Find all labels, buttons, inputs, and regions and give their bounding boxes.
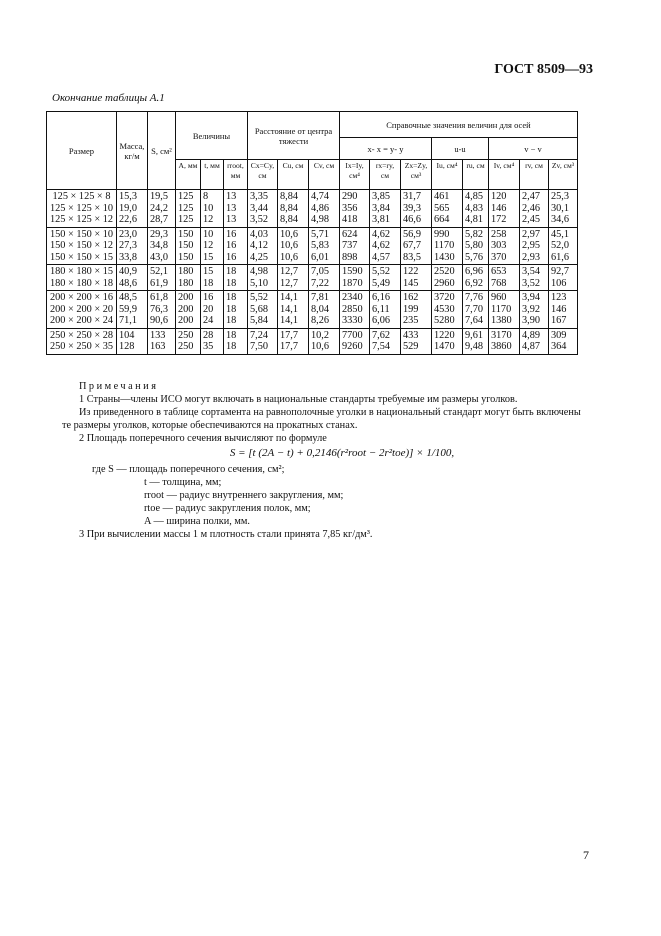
table-cell: 12 <box>201 214 224 227</box>
table-cell: 61,6 <box>549 252 578 265</box>
table-cell: 1170 <box>489 304 520 316</box>
table-cell: 4,74 <box>309 190 340 203</box>
table-cell: 8,84 <box>278 203 309 215</box>
table-cell: 17,7 <box>278 341 309 354</box>
table-cell: 34,6 <box>549 214 578 227</box>
notes-title: Примечания <box>79 381 159 392</box>
table-cell: 162 <box>401 291 432 304</box>
header-iv: Iv, см⁴ <box>489 160 520 190</box>
table-cell: 150 <box>176 227 201 240</box>
table-cell: 16 <box>224 252 248 265</box>
header-size: Размер <box>47 112 117 190</box>
cell-size: 200 × 200 × 16 <box>47 291 117 304</box>
table-cell: 1220 <box>432 328 463 341</box>
header-A: A, мм <box>176 160 201 190</box>
table-cell: 25,3 <box>549 190 578 203</box>
table-cell: 2520 <box>432 265 463 278</box>
table-cell: 5,84 <box>248 315 278 328</box>
table-cell: 3,52 <box>520 278 549 291</box>
table-cell: 12,7 <box>278 278 309 291</box>
table-cell: 364 <box>549 341 578 354</box>
formula-def-a: A — ширина полки, мм. <box>144 516 250 527</box>
table-cell: 16 <box>224 240 248 252</box>
header-values-group: Величины <box>176 112 248 160</box>
table-cell: 250 <box>176 341 201 354</box>
table-cell: 5,80 <box>463 240 489 252</box>
table-row <box>47 291 578 304</box>
table-cell: 83,5 <box>401 252 432 265</box>
table-cell: 664 <box>432 214 463 227</box>
table-cell: 59,9 <box>117 304 148 316</box>
cell-size: 125 × 125 × 12 <box>47 214 117 227</box>
table-cell: 10,6 <box>278 227 309 240</box>
table-cell: 5,76 <box>463 252 489 265</box>
cell-size: 180 × 180 × 18 <box>47 278 117 291</box>
table-cell: 356 <box>340 203 370 215</box>
table-cell: 146 <box>549 304 578 316</box>
cell-size: 125 × 125 × 8 <box>47 190 117 203</box>
table-cell: 48,5 <box>117 291 148 304</box>
table-cell: 125 <box>176 190 201 203</box>
table-cell: 30,1 <box>549 203 578 215</box>
table-cell: 10,2 <box>309 328 340 341</box>
table-cell: 13 <box>224 190 248 203</box>
table-row <box>47 328 578 341</box>
page-number: 7 <box>583 848 589 862</box>
table-cell: 1590 <box>340 265 370 278</box>
table-cell: 5,82 <box>463 227 489 240</box>
table-cell: 56,9 <box>401 227 432 240</box>
table-cell: 5280 <box>432 315 463 328</box>
formula-def-r-toe: rtoe — радиус закругления полок, мм; <box>144 503 311 514</box>
table-cell: 8,04 <box>309 304 340 316</box>
table-cell: 4,85 <box>463 190 489 203</box>
formula-def-r-root: rroot — радиус внутреннего закругления, мм; <box>144 490 344 501</box>
table-cell: 5,52 <box>248 291 278 304</box>
table-body <box>47 190 578 355</box>
table-cell: 4,89 <box>520 328 549 341</box>
header-axis-xx: x- x = y- y <box>340 138 432 160</box>
table-cell: 433 <box>401 328 432 341</box>
table-cell: 28,7 <box>148 214 176 227</box>
header-r-root: rroot, мм <box>224 160 248 190</box>
table-cell: 3170 <box>489 328 520 341</box>
table-cell: 28 <box>201 328 224 341</box>
formula-where: где S — площадь поперечного сечения, см²; <box>92 464 285 475</box>
table-cell: 4,87 <box>520 341 549 354</box>
table-cell: 172 <box>489 214 520 227</box>
table-cell: 7,50 <box>248 341 278 354</box>
table-cell: 10 <box>201 203 224 215</box>
table-cell: 309 <box>549 328 578 341</box>
table-cell: 45,1 <box>549 227 578 240</box>
table-row <box>47 203 578 215</box>
table-cell: 10,6 <box>278 252 309 265</box>
table-row <box>47 240 578 252</box>
table-cell: 3330 <box>340 315 370 328</box>
table-cell: 46,6 <box>401 214 432 227</box>
table-cell: 71,1 <box>117 315 148 328</box>
table-cell: 7,76 <box>463 291 489 304</box>
angle-sizes-table <box>46 111 578 355</box>
table-row <box>47 304 578 316</box>
table-cell: 5,68 <box>248 304 278 316</box>
table-cell: 898 <box>340 252 370 265</box>
table-cell: 35 <box>201 341 224 354</box>
note-2: 2 Площадь поперечного сечения вычисляют по формуле <box>79 433 327 444</box>
table-cell: 18 <box>224 291 248 304</box>
table-cell: 737 <box>340 240 370 252</box>
table-cell: 3,44 <box>248 203 278 215</box>
table-cell: 3,35 <box>248 190 278 203</box>
table-cell: 18 <box>201 278 224 291</box>
table-cell: 2,95 <box>520 240 549 252</box>
note-1: 1 Страны—члены ИСО могут включать в национальные стандарты требуемые им размеры уголков. <box>79 394 518 405</box>
table-cell: 15 <box>201 252 224 265</box>
table-cell: 258 <box>489 227 520 240</box>
table-cell: 180 <box>176 265 201 278</box>
table-cell: 2960 <box>432 278 463 291</box>
table-cell: 3,84 <box>370 203 401 215</box>
table-cell: 9260 <box>340 341 370 354</box>
table-cell: 7,54 <box>370 341 401 354</box>
header-axis-uu: u-u <box>432 138 489 160</box>
header-axis-vv: v − v <box>489 138 578 160</box>
table-cell: 18 <box>224 265 248 278</box>
header-reference-group: Справочные значения величин для осей <box>340 112 578 138</box>
table-cell: 5,49 <box>370 278 401 291</box>
table-cell: 31,7 <box>401 190 432 203</box>
table-cell: 17,7 <box>278 328 309 341</box>
table-cell: 19,0 <box>117 203 148 215</box>
table-cell: 3,85 <box>370 190 401 203</box>
table-cell: 16 <box>201 291 224 304</box>
table-cell: 4,62 <box>370 240 401 252</box>
table-cell: 167 <box>549 315 578 328</box>
table-cell: 4,83 <box>463 203 489 215</box>
table-cell: 145 <box>401 278 432 291</box>
table-cell: 13 <box>224 214 248 227</box>
table-cell: 235 <box>401 315 432 328</box>
table-cell: 180 <box>176 278 201 291</box>
header-zx: Zx=Zy, см³ <box>401 160 432 190</box>
table-cell: 133 <box>148 328 176 341</box>
table-cell: 199 <box>401 304 432 316</box>
header-t: t, мм <box>201 160 224 190</box>
table-cell: 123 <box>549 291 578 304</box>
table-cell: 370 <box>489 252 520 265</box>
table-cell: 104 <box>117 328 148 341</box>
table-cell: 14,1 <box>278 304 309 316</box>
notes <box>62 380 582 541</box>
note-3: 3 При вычислении массы 1 м плотность стали принята 7,85 кг/дм³. <box>79 529 373 540</box>
table-cell: 7,81 <box>309 291 340 304</box>
header-zv: Zv, см³ <box>549 160 578 190</box>
table-cell: 10 <box>201 227 224 240</box>
table-cell: 2850 <box>340 304 370 316</box>
table-cell: 1170 <box>432 240 463 252</box>
table-cell: 3,54 <box>520 265 549 278</box>
table-cell: 653 <box>489 265 520 278</box>
cell-size: 150 × 150 × 12 <box>47 240 117 252</box>
cell-size: 200 × 200 × 24 <box>47 315 117 328</box>
cell-size: 150 × 150 × 15 <box>47 252 117 265</box>
table-cell: 3,81 <box>370 214 401 227</box>
table-cell: 1430 <box>432 252 463 265</box>
table-cell: 6,06 <box>370 315 401 328</box>
table-cell: 2,46 <box>520 203 549 215</box>
cell-size: 250 × 250 × 35 <box>47 341 117 354</box>
table-cell: 7700 <box>340 328 370 341</box>
table-cell: 9,48 <box>463 341 489 354</box>
table-cell: 18 <box>224 304 248 316</box>
table-cell: 6,92 <box>463 278 489 291</box>
table-cell: 4,25 <box>248 252 278 265</box>
table-row <box>47 190 578 203</box>
header-rv: rv, см <box>520 160 549 190</box>
header-iu: Iu, см⁴ <box>432 160 463 190</box>
table-cell: 163 <box>148 341 176 354</box>
table-cell: 3,94 <box>520 291 549 304</box>
table-cell: 39,3 <box>401 203 432 215</box>
table-cell: 13 <box>224 203 248 215</box>
header-area: S, см² <box>148 112 176 190</box>
table-cell: 8,84 <box>278 214 309 227</box>
table-cell: 43,0 <box>148 252 176 265</box>
table-cell: 10,6 <box>309 341 340 354</box>
header-distance-group: Расстояние от центра тяжести <box>248 112 340 160</box>
table-cell: 529 <box>401 341 432 354</box>
cell-size: 180 × 180 × 15 <box>47 265 117 278</box>
table-cell: 6,96 <box>463 265 489 278</box>
table-cell: 18 <box>224 315 248 328</box>
table-cell: 4,98 <box>248 265 278 278</box>
table-cell: 3,92 <box>520 304 549 316</box>
table-cell: 76,3 <box>148 304 176 316</box>
table-cell: 250 <box>176 328 201 341</box>
table-caption: Окончание таблицы А.1 <box>52 92 165 104</box>
table-cell: 122 <box>401 265 432 278</box>
table-cell: 18 <box>224 278 248 291</box>
table-cell: 200 <box>176 304 201 316</box>
table-cell: 960 <box>489 291 520 304</box>
table-cell: 4,03 <box>248 227 278 240</box>
cell-size: 250 × 250 × 28 <box>47 328 117 341</box>
table-cell: 2,45 <box>520 214 549 227</box>
table-cell: 27,3 <box>117 240 148 252</box>
table-cell: 15 <box>201 265 224 278</box>
table-cell: 565 <box>432 203 463 215</box>
table-row <box>47 227 578 240</box>
table-cell: 4530 <box>432 304 463 316</box>
table-cell: 8,84 <box>278 190 309 203</box>
header-ru: ru, см <box>463 160 489 190</box>
table-cell: 303 <box>489 240 520 252</box>
header-ix: Ix=Iy, см⁴ <box>340 160 370 190</box>
table-row <box>47 341 578 354</box>
table-cell: 9,61 <box>463 328 489 341</box>
table-cell: 7,05 <box>309 265 340 278</box>
table-cell: 29,3 <box>148 227 176 240</box>
table-cell: 200 <box>176 291 201 304</box>
table-cell: 61,9 <box>148 278 176 291</box>
header-cv: Cv, см <box>309 160 340 190</box>
header-rx: rx=ry, см <box>370 160 401 190</box>
table-cell: 418 <box>340 214 370 227</box>
table-cell: 10,6 <box>278 240 309 252</box>
table-cell: 67,7 <box>401 240 432 252</box>
table-cell: 3860 <box>489 341 520 354</box>
table-cell: 90,6 <box>148 315 176 328</box>
table-cell: 14,1 <box>278 315 309 328</box>
table-cell: 52,0 <box>549 240 578 252</box>
standard-number: ГОСТ 8509—93 <box>494 62 593 77</box>
header-mass: Масса, кг/м <box>117 112 148 190</box>
table-cell: 2,93 <box>520 252 549 265</box>
table-cell: 5,83 <box>309 240 340 252</box>
table-cell: 12,7 <box>278 265 309 278</box>
table-row <box>47 315 578 328</box>
table-cell: 5,52 <box>370 265 401 278</box>
table-cell: 6,01 <box>309 252 340 265</box>
table-cell: 24 <box>201 315 224 328</box>
table-row <box>47 265 578 278</box>
table-cell: 5,10 <box>248 278 278 291</box>
table-cell: 4,12 <box>248 240 278 252</box>
area-formula: S = [t (2A − t) + 0,2146(r²root − 2r²toe)] × 1/100, <box>229 447 455 459</box>
table-cell: 61,8 <box>148 291 176 304</box>
table-cell: 200 <box>176 315 201 328</box>
formula-def-t: t — толщина, мм; <box>144 477 222 488</box>
cell-size: 125 × 125 × 10 <box>47 203 117 215</box>
table-cell: 290 <box>340 190 370 203</box>
table-cell: 3720 <box>432 291 463 304</box>
table-cell: 3,52 <box>248 214 278 227</box>
table-cell: 768 <box>489 278 520 291</box>
cell-size: 150 × 150 × 10 <box>47 227 117 240</box>
table-cell: 150 <box>176 252 201 265</box>
table-cell: 150 <box>176 240 201 252</box>
table-row <box>47 214 578 227</box>
table-cell: 1380 <box>489 315 520 328</box>
table-cell: 106 <box>549 278 578 291</box>
table-cell: 2,47 <box>520 190 549 203</box>
table-cell: 52,1 <box>148 265 176 278</box>
table-cell: 125 <box>176 203 201 215</box>
table-cell: 23,0 <box>117 227 148 240</box>
table-cell: 4,57 <box>370 252 401 265</box>
table-cell: 92,7 <box>549 265 578 278</box>
table-cell: 120 <box>489 190 520 203</box>
table-cell: 6,11 <box>370 304 401 316</box>
table-cell: 990 <box>432 227 463 240</box>
table-cell: 461 <box>432 190 463 203</box>
table-cell: 16 <box>224 227 248 240</box>
table-cell: 7,64 <box>463 315 489 328</box>
table-cell: 7,22 <box>309 278 340 291</box>
table-cell: 22,6 <box>117 214 148 227</box>
table-cell: 34,8 <box>148 240 176 252</box>
table-cell: 40,9 <box>117 265 148 278</box>
table-cell: 7,24 <box>248 328 278 341</box>
table-cell: 3,90 <box>520 315 549 328</box>
table-cell: 4,98 <box>309 214 340 227</box>
table-cell: 24,2 <box>148 203 176 215</box>
table-cell: 2340 <box>340 291 370 304</box>
table-cell: 128 <box>117 341 148 354</box>
header-cu: Cu, см <box>278 160 309 190</box>
table-cell: 8,26 <box>309 315 340 328</box>
table-cell: 19,5 <box>148 190 176 203</box>
table-cell: 146 <box>489 203 520 215</box>
table-cell: 4,81 <box>463 214 489 227</box>
table-cell: 15,3 <box>117 190 148 203</box>
table-cell: 7,70 <box>463 304 489 316</box>
table-cell: 125 <box>176 214 201 227</box>
table-cell: 624 <box>340 227 370 240</box>
table-cell: 1870 <box>340 278 370 291</box>
table-row <box>47 252 578 265</box>
table-cell: 8 <box>201 190 224 203</box>
table-cell: 33,8 <box>117 252 148 265</box>
table-cell: 4,86 <box>309 203 340 215</box>
angle-table-wrapper <box>46 111 578 355</box>
table-cell: 18 <box>224 328 248 341</box>
note-1-continued: Из приведенного в таблице сортамента на равнополочные уголки в национальный стандарт могут быть включены те размеры уголков, которые обеспечиваются на прокатных станах. <box>62 407 581 431</box>
table-cell: 48,6 <box>117 278 148 291</box>
table-cell: 14,1 <box>278 291 309 304</box>
table-cell: 20 <box>201 304 224 316</box>
table-cell: 7,62 <box>370 328 401 341</box>
table-row <box>47 278 578 291</box>
cell-size: 200 × 200 × 20 <box>47 304 117 316</box>
table-cell: 1470 <box>432 341 463 354</box>
table-cell: 12 <box>201 240 224 252</box>
table-cell: 18 <box>224 341 248 354</box>
table-cell: 6,16 <box>370 291 401 304</box>
header-cx: Cx=Cy, см <box>248 160 278 190</box>
table-cell: 2,97 <box>520 227 549 240</box>
table-cell: 4,62 <box>370 227 401 240</box>
table-cell: 5,71 <box>309 227 340 240</box>
